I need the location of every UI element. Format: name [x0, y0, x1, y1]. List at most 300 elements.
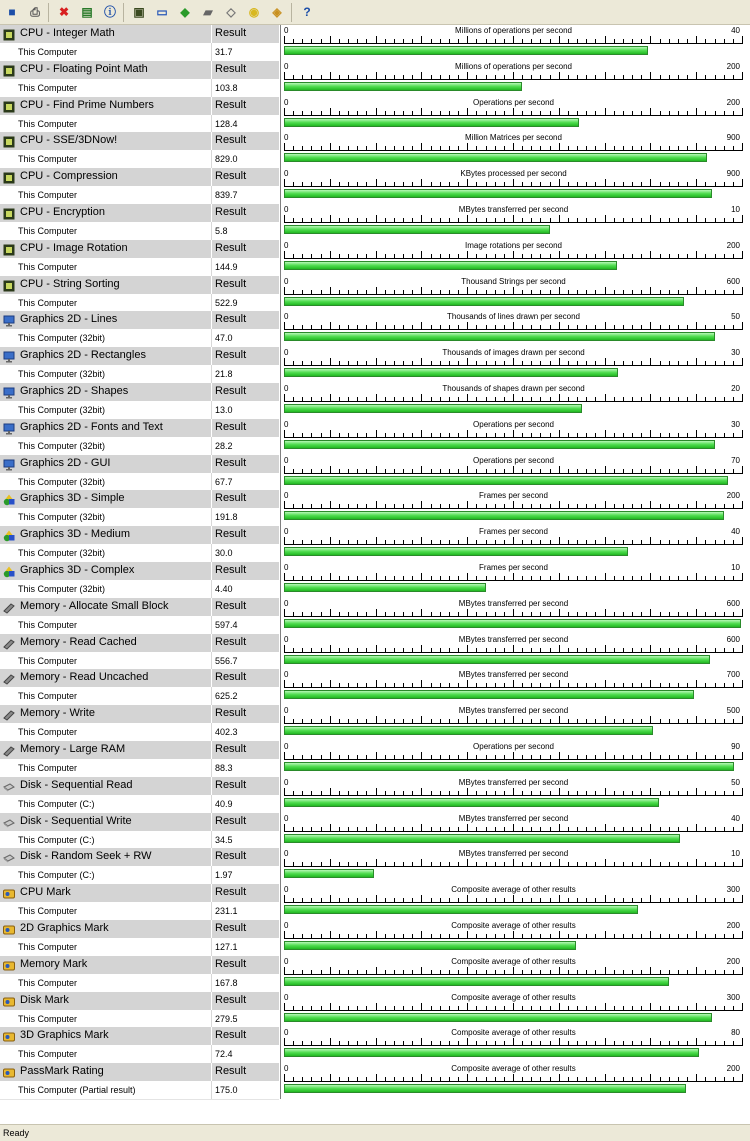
axis-tick: [421, 501, 422, 508]
benchmark-header[interactable]: [0, 848, 279, 867]
axis-tick: [696, 931, 697, 938]
axis-tick: [742, 36, 743, 43]
column-divider: [211, 866, 212, 884]
axis-tick: [696, 645, 697, 652]
benchmark-header[interactable]: [0, 240, 279, 259]
axis-tick: [660, 576, 661, 580]
axis-tick: [431, 970, 432, 974]
computer-name: This Computer: [18, 262, 78, 272]
axis-tick: [412, 111, 413, 115]
benchmark-header[interactable]: [0, 992, 279, 1011]
axis-tick: [403, 827, 404, 831]
axis-tick: [440, 827, 441, 831]
axis-tick: [522, 1006, 523, 1010]
axis-tick: [595, 182, 596, 186]
benchmark-header[interactable]: [0, 347, 279, 366]
axis-tick: [412, 827, 413, 831]
axis-tick: [715, 648, 716, 652]
3d-icon: ◆: [180, 5, 190, 19]
axis-tick: [650, 931, 651, 938]
axis-tick: [623, 755, 624, 759]
result-row[interactable]: [0, 580, 279, 599]
result-column-label: Result: [215, 779, 247, 791]
toolbar-monitor-button[interactable]: [153, 3, 171, 21]
axis-tick: [504, 39, 505, 43]
benchmark-name: Graphics 2D - Fonts and Text: [20, 421, 163, 433]
axis-tick: [357, 397, 358, 401]
axis-tick: [724, 254, 725, 258]
axis-tick: [348, 576, 349, 580]
benchmark-header[interactable]: [0, 1063, 279, 1082]
benchmark-header[interactable]: [0, 884, 279, 903]
benchmark-block: [0, 562, 750, 598]
axis-tick: [660, 433, 661, 437]
axis-tick: [467, 108, 468, 115]
axis-tick: [577, 934, 578, 938]
benchmark-header[interactable]: [0, 490, 279, 509]
axis-tick: [641, 719, 642, 723]
axis-tick: [733, 648, 734, 652]
result-row[interactable]: [0, 866, 279, 885]
result-row[interactable]: [0, 43, 279, 62]
scale-axis: [284, 178, 743, 187]
axis-tick: [486, 146, 487, 150]
axis-tick: [458, 397, 459, 401]
axis-tick: [715, 290, 716, 294]
result-row[interactable]: [0, 150, 279, 169]
axis-tick: [449, 325, 450, 329]
axis-tick: [339, 719, 340, 723]
axis-tick: [632, 75, 633, 79]
axis-tick: [495, 648, 496, 652]
result-row[interactable]: [0, 1081, 279, 1100]
axis-tick: [641, 111, 642, 115]
axis-tick: [605, 752, 606, 759]
toolbar-help-button[interactable]: [298, 3, 316, 21]
scale-max-label: 10: [731, 205, 740, 214]
toolbar-print-button[interactable]: [26, 3, 44, 21]
toolbar-mark-button[interactable]: [268, 3, 286, 21]
scale-max-label: 40: [731, 527, 740, 536]
result-row[interactable]: [0, 544, 279, 563]
benchmark-header[interactable]: [0, 455, 279, 474]
axis-tick: [687, 683, 688, 687]
axis-tick: [742, 358, 743, 365]
axis-tick: [660, 146, 661, 150]
benchmark-header[interactable]: [0, 634, 279, 653]
axis-tick: [614, 970, 615, 974]
axis-tick: [577, 75, 578, 79]
toolbar-3d-button[interactable]: [176, 3, 194, 21]
toolbar-delete-button[interactable]: [55, 3, 73, 21]
result-value: 67.7: [215, 477, 233, 487]
axis-tick: [568, 1041, 569, 1045]
toolbar-cpu-button[interactable]: [130, 3, 148, 21]
axis-tick: [403, 1041, 404, 1045]
axis-tick: [586, 612, 587, 616]
scale-axis: [284, 536, 743, 545]
axis-tick: [449, 755, 450, 759]
benchmark-block: [0, 920, 750, 956]
axis-tick: [421, 108, 422, 115]
benchmark-header[interactable]: [0, 741, 279, 760]
axis-tick: [385, 433, 386, 437]
axis-tick: [641, 970, 642, 974]
benchmark-header[interactable]: [0, 598, 279, 617]
benchmark-header[interactable]: [0, 920, 279, 939]
axis-tick: [302, 612, 303, 616]
result-row[interactable]: [0, 79, 279, 98]
axis-tick: [366, 755, 367, 759]
result-chart: [280, 992, 746, 1028]
result-value: 191.8: [215, 512, 238, 522]
column-divider: [211, 992, 212, 1010]
axis-tick: [412, 862, 413, 866]
axis-tick: [705, 397, 706, 401]
axis-tick: [715, 576, 716, 580]
axis-tick: [385, 970, 386, 974]
result-row[interactable]: [0, 616, 279, 635]
axis-tick: [321, 791, 322, 795]
axis-tick: [467, 143, 468, 150]
axis-tick: [348, 325, 349, 329]
scale-max-label: 200: [726, 957, 740, 966]
toolbar-cd-button[interactable]: [245, 3, 263, 21]
axis-tick: [513, 430, 514, 437]
axis-tick: [559, 72, 560, 79]
axis-tick: [641, 1041, 642, 1045]
axis-tick: [467, 1003, 468, 1010]
axis-tick: [715, 361, 716, 365]
benchmark-header[interactable]: [0, 383, 279, 402]
axis-tick: [458, 39, 459, 43]
toolbar-export-button[interactable]: [78, 3, 96, 21]
benchmark-name: Memory Mark: [20, 958, 88, 970]
axis-tick: [348, 862, 349, 866]
axis-tick: [632, 1006, 633, 1010]
toolbar-save-button[interactable]: [3, 3, 21, 21]
toolbar-memory-button[interactable]: [199, 3, 217, 21]
benchmark-header[interactable]: [0, 61, 279, 80]
result-row[interactable]: [0, 437, 279, 456]
axis-tick: [513, 931, 514, 938]
axis-tick: [321, 397, 322, 401]
axis-tick: [357, 218, 358, 222]
result-row[interactable]: [0, 687, 279, 706]
result-row[interactable]: [0, 186, 279, 205]
axis-tick: [660, 648, 661, 652]
computer-name: This Computer: [18, 978, 78, 988]
axis-tick: [724, 397, 725, 401]
axis-tick: [449, 576, 450, 580]
column-divider: [211, 938, 212, 956]
axis-tick: [540, 576, 541, 580]
benchmark-header[interactable]: [0, 777, 279, 796]
axis-tick: [660, 218, 661, 222]
axis-tick: [394, 540, 395, 544]
axis-tick: [467, 1038, 468, 1045]
result-chart: [280, 383, 746, 419]
axis-tick: [366, 218, 367, 222]
axis-tick: [339, 290, 340, 294]
axis-tick: [623, 1077, 624, 1081]
result-row[interactable]: [0, 365, 279, 384]
benchmark-block: [0, 634, 750, 670]
axis-tick: [669, 827, 670, 831]
axis-tick: [568, 182, 569, 186]
axis-tick: [339, 791, 340, 795]
axis-tick: [486, 827, 487, 831]
axis-tick: [403, 1006, 404, 1010]
axis-tick: [357, 648, 358, 652]
axis-tick: [467, 645, 468, 652]
axis-tick: [403, 469, 404, 473]
axis-tick: [486, 755, 487, 759]
axis-tick: [733, 111, 734, 115]
result-row[interactable]: [0, 723, 279, 742]
axis-tick: [568, 325, 569, 329]
axis-tick: [513, 1038, 514, 1045]
scale-axis: [284, 500, 743, 509]
axis-tick: [568, 254, 569, 258]
benchmark-header[interactable]: [0, 669, 279, 688]
axis-tick: [669, 39, 670, 43]
unit-label: MBytes transferred per second: [458, 599, 569, 608]
axis-tick: [385, 934, 386, 938]
benchmark-header[interactable]: [0, 813, 279, 832]
benchmark-header[interactable]: [0, 419, 279, 438]
axis-tick: [293, 1041, 294, 1045]
axis-tick: [742, 466, 743, 473]
benchmark-header[interactable]: [0, 276, 279, 295]
axis-tick: [293, 361, 294, 365]
axis-tick: [421, 287, 422, 294]
axis-tick: [513, 72, 514, 79]
axis-tick: [742, 179, 743, 186]
axis-tick: [376, 716, 377, 723]
computer-name: This Computer (32bit): [18, 548, 106, 558]
axis-tick: [412, 934, 413, 938]
scale-max-label: 40: [731, 814, 740, 823]
result-bar: [284, 726, 653, 735]
result-column-label: Result: [215, 1029, 247, 1041]
axis-tick: [394, 433, 395, 437]
benchmark-header[interactable]: [0, 311, 279, 330]
axis-tick: [302, 433, 303, 437]
axis-tick: [458, 1006, 459, 1010]
result-row[interactable]: [0, 759, 279, 778]
axis-tick: [650, 287, 651, 294]
axis-tick: [394, 469, 395, 473]
axis-tick: [724, 1006, 725, 1010]
axis-tick: [357, 182, 358, 186]
result-column-label: Result: [215, 528, 247, 540]
benchmark-block: [0, 741, 750, 777]
scale-max-label: 200: [726, 98, 740, 107]
axis-tick: [531, 504, 532, 508]
benchmark-header[interactable]: [0, 526, 279, 545]
axis-tick: [568, 1077, 569, 1081]
axis-tick: [440, 397, 441, 401]
axis-tick: [705, 361, 706, 365]
result-row[interactable]: [0, 258, 279, 277]
result-row[interactable]: [0, 222, 279, 241]
axis-tick: [650, 36, 651, 43]
computer-name: This Computer: [18, 656, 78, 666]
scale-min-label: 0: [284, 527, 289, 536]
axis-tick: [440, 791, 441, 795]
result-row[interactable]: [0, 902, 279, 921]
monitor-icon: ▭: [156, 5, 168, 19]
toolbar-disk-button[interactable]: [222, 3, 240, 21]
benchmark-header[interactable]: [0, 562, 279, 581]
axis-tick: [733, 862, 734, 866]
result-bar: [284, 834, 680, 843]
axis-tick: [696, 895, 697, 902]
result-row[interactable]: [0, 974, 279, 993]
axis-tick: [577, 290, 578, 294]
axis-tick: [467, 287, 468, 294]
unit-label: Composite average of other results: [451, 957, 576, 966]
axis-tick: [330, 72, 331, 79]
axis-tick: [568, 827, 569, 831]
toolbar-info-button[interactable]: [101, 3, 119, 21]
axis-tick: [293, 791, 294, 795]
axis-tick: [522, 75, 523, 79]
axis-tick: [540, 719, 541, 723]
benchmark-header[interactable]: [0, 1027, 279, 1046]
axis-tick: [669, 791, 670, 795]
axis-tick: [394, 862, 395, 866]
scale-max-label: 10: [731, 849, 740, 858]
axis-tick: [678, 325, 679, 329]
axis-tick: [284, 967, 285, 974]
axis-tick: [531, 1077, 532, 1081]
axis-tick: [449, 111, 450, 115]
result-row[interactable]: [0, 401, 279, 420]
axis-tick: [440, 540, 441, 544]
benchmark-header[interactable]: [0, 204, 279, 223]
benchmark-header[interactable]: [0, 956, 279, 975]
axis-tick: [540, 182, 541, 186]
axis-tick: [559, 358, 560, 365]
axis-tick: [678, 934, 679, 938]
result-row[interactable]: [0, 938, 279, 957]
axis-tick: [696, 501, 697, 508]
mark-icon: [3, 887, 15, 899]
benchmark-name: Memory - Write: [20, 707, 95, 719]
axis-tick: [623, 397, 624, 401]
result-bar: [284, 476, 728, 485]
axis-tick: [467, 752, 468, 759]
benchmark-name: CPU - SSE/3DNow!: [20, 134, 118, 146]
axis-tick: [284, 895, 285, 902]
axis-tick: [614, 683, 615, 687]
axis-tick: [568, 39, 569, 43]
scale-max-label: 200: [726, 491, 740, 500]
scale-min-label: 0: [284, 921, 289, 930]
axis-tick: [623, 934, 624, 938]
axis-tick: [632, 1041, 633, 1045]
axis-tick: [696, 466, 697, 473]
axis-tick: [348, 39, 349, 43]
benchmark-header[interactable]: [0, 168, 279, 187]
scale-max-label: 50: [731, 778, 740, 787]
axis-tick: [357, 827, 358, 831]
axis-tick: [376, 1074, 377, 1081]
axis-tick: [476, 397, 477, 401]
axis-tick: [724, 791, 725, 795]
axis-tick: [696, 1038, 697, 1045]
benchmark-header[interactable]: [0, 132, 279, 151]
axis-tick: [330, 215, 331, 222]
axis-tick: [531, 540, 532, 544]
scale-max-label: 900: [726, 133, 740, 142]
axis-tick: [614, 361, 615, 365]
benchmark-block: [0, 132, 750, 168]
axis-tick: [394, 719, 395, 723]
axis-tick: [669, 970, 670, 974]
axis-tick: [412, 397, 413, 401]
axis-tick: [421, 895, 422, 902]
axis-tick: [550, 1006, 551, 1010]
scale-min-label: 0: [284, 98, 289, 107]
axis-tick: [421, 931, 422, 938]
benchmark-block: [0, 240, 750, 276]
axis-tick: [687, 325, 688, 329]
scale-min-label: 0: [284, 814, 289, 823]
3d-icon: [3, 565, 15, 577]
axis-tick: [678, 648, 679, 652]
axis-tick: [559, 537, 560, 544]
axis-tick: [284, 179, 285, 186]
axis-tick: [715, 791, 716, 795]
axis-tick: [495, 898, 496, 902]
benchmark-name: Graphics 3D - Complex: [20, 564, 135, 576]
axis-tick: [513, 215, 514, 222]
axis-tick: [650, 358, 651, 365]
axis-tick: [321, 970, 322, 974]
result-row[interactable]: [0, 508, 279, 527]
benchmark-name: CPU - Image Rotation: [20, 242, 128, 254]
axis-tick: [449, 504, 450, 508]
column-divider: [211, 401, 212, 419]
axis-tick: [421, 680, 422, 687]
axis-tick: [522, 146, 523, 150]
axis-tick: [605, 609, 606, 616]
axis-tick: [550, 540, 551, 544]
result-row[interactable]: [0, 795, 279, 814]
benchmark-header[interactable]: [0, 97, 279, 116]
axis-tick: [321, 290, 322, 294]
result-column-label: Result: [215, 958, 247, 970]
result-column-label: Result: [215, 457, 247, 469]
result-column-label: Result: [215, 815, 247, 827]
result-row[interactable]: [0, 329, 279, 348]
benchmark-header[interactable]: [0, 705, 279, 724]
axis-tick: [586, 898, 587, 902]
axis-tick: [650, 573, 651, 580]
axis-tick: [421, 824, 422, 831]
axis-tick: [742, 108, 743, 115]
axis-tick: [348, 361, 349, 365]
result-row[interactable]: [0, 1045, 279, 1064]
monitor-icon: [3, 386, 15, 398]
axis-tick: [357, 755, 358, 759]
axis-tick: [595, 576, 596, 580]
axis-tick: [348, 934, 349, 938]
benchmark-header[interactable]: [0, 25, 279, 44]
